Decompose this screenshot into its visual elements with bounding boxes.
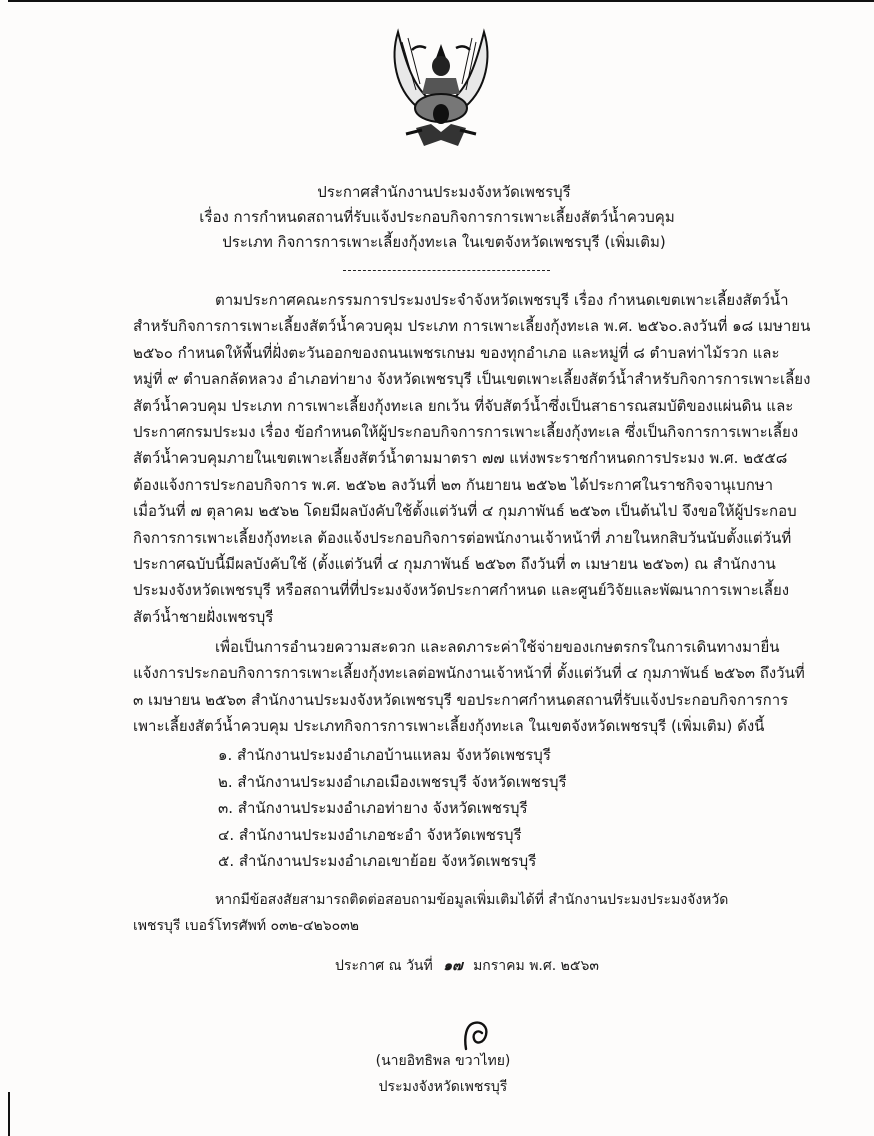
paragraph-line: สัตว์น้ำควบคุม ประเภท การเพาะเลี้ยงกุ้งทะเล ยกเว้น ที่จับสัตว์น้ำซึ่งเป็นสาธารณสมบัติของแผ่นดิน และ — [133, 396, 794, 415]
location-item: ๔. สำนักงานประมงอำเภอชะอำ จังหวัดเพชรบุรี — [218, 825, 522, 844]
location-item: ๑. สำนักงานประมงอำเภอบ้านแหลม จังหวัดเพชรบุรี — [218, 746, 551, 764]
paragraph-line: เมื่อวันที่ ๗ ตุลาคม ๒๕๖๒ โดยมีผลบังคับใช้ตั้งแต่วันที่ ๔ กุมภาพันธ์ ๒๕๖๓ เป็นต้นไป จึงขอให้ผู้ประกอบ — [133, 502, 797, 521]
paragraph-line: เพาะเลี้ยงสัตว์น้ำควบคุม ประเภทกิจการการเพาะเลี้ยงกุ้งทะเล ในเขตจังหวัดเพชรบุรี (เพิ่มเติม) ดังนี้ — [133, 717, 765, 736]
paragraph-line: ต้องแจ้งการประกอบกิจการ พ.ศ. ๒๕๖๒ ลงวันที่ ๒๓ กันยายน ๒๕๖๒ ได้ประกาศในราชกิจจานุเบกษา — [133, 475, 774, 494]
closing-line: หากมีข้อสงสัยสามารถติดต่อสอบถามข้อมูลเพิ่มเติมได้ที่ สำนักงานประมงประมงจังหวัด — [215, 892, 729, 908]
paragraph-line: ประมงจังหวัดเพชรบุรี หรือสถานที่ที่ประมงจังหวัดประกาศกำหนด และศูนย์วิจัยและพัฒนาการเพาะเลี้ยง — [133, 581, 790, 600]
signer-position: ประมงจังหวัดเพชรบุรี — [378, 1079, 508, 1095]
paragraph-1 — [133, 287, 867, 630]
date-prefix: ประกาศ ณ วันที่ — [335, 958, 433, 974]
closing-paragraph — [133, 887, 867, 939]
date-suffix: มกราคม พ.ศ. ๒๕๖๓ — [473, 958, 599, 974]
paragraph-line: สัตว์น้ำชายฝั่งเพชรบุรี — [133, 607, 274, 626]
paragraph-line: กิจการการเพาะเลี้ยงกุ้งทะเล ต้องแจ้งประกอบกิจการต่อพนักงานเจ้าหน้าที่ ภายในหกสิบวันนับตั้งแต่วันที่ — [133, 528, 792, 547]
paragraph-line: ประกาศกรมประมง เรื่อง ข้อกำหนดให้ผู้ประกอบกิจการการเพาะเลี้ยงกุ้งทะเล ซึ่งเป็นกิจการการเพาะเลี้ยง — [133, 422, 799, 441]
location-item: ๕. สำนักงานประมงอำเภอเขาย้อย จังหวัดเพชรบุรี — [218, 852, 537, 871]
title-line-3: ประเภท กิจการการเพาะเลี้ยงกุ้งทะเล ในเขตจังหวัดเพชรบุรี (เพิ่มเติม) — [222, 233, 666, 251]
closing-line: เพชรบุรี เบอร์โทรศัพท์ ๐๓๒-๔๒๖๐๓๒ — [133, 918, 360, 934]
announcement-date — [0, 955, 874, 977]
paragraph-line: ๓ เมษายน ๒๕๖๓ สำนักงานประมงจังหวัดเพชรบุรี ขอประกาศกำหนดสถานที่รับแจ้งประกอบกิจการการ — [133, 690, 789, 709]
title-line-1: ประกาศสำนักงานประมงจังหวัดเพชรบุรี — [317, 183, 571, 201]
location-item: ๒. สำนักงานประมงอำเภอเมืองเพชรบุรี จังหวัดเพชรบุรี — [218, 772, 567, 791]
location-item: ๓. สำนักงานประมงอำเภอท่ายาง จังหวัดเพชรบุรี — [218, 799, 528, 818]
scan-border-top — [8, 0, 874, 2]
signer-name: (นายอิทธิพล ขวาไทย) — [375, 1053, 511, 1069]
date-day: ๑๗ — [443, 958, 463, 974]
paragraph-line: สำหรับกิจการการเพาะเลี้ยงสัตว์น้ำควบคุม ประเภท การเพาะเลี้ยงกุ้งทะเล พ.ศ. ๒๕๖๐.ลงวันที่ ๑๘ เมษายน — [133, 317, 811, 336]
signer-block — [0, 1048, 874, 1100]
paragraph-line: หมู่ที่ ๙ ตำบลกลัดหลวง อำเภอท่ายาง จังหวัดเพชรบุรี เป็นเขตเพาะเลี้ยงสัตว์น้ำสำหรับกิจการการเพาะเลี้ยง — [133, 370, 811, 389]
paragraph-line: สัตว์น้ำควบคุมภายในเขตเพาะเลี้ยงสัตว์น้ำตามมาตรา ๗๗ แห่งพระราชกำหนดการประมง พ.ศ. ๒๕๕๘ — [133, 449, 788, 468]
paragraph-line: ตามประกาศคณะกรรมการประมงประจำจังหวัดเพชรบุรี เรื่อง กำหนดเขตเพาะเลี้ยงสัตว์น้ำ — [215, 291, 789, 309]
garuda-emblem-icon — [386, 28, 496, 153]
location-list — [218, 742, 567, 875]
paragraph-line: ประกาศฉบับนี้มีผลบังคับใช้ (ตั้งแต่วันที่ ๔ กุมภาพันธ์ ๒๕๖๓ ถึงวันที่ ๓ เมษายน ๒๕๖๓) ณ สำนักงาน — [133, 554, 776, 573]
paragraph-line: เพื่อเป็นการอำนวยความสะดวก และลดภาระค่าใช้จ่ายของเกษตรกรในการเดินทางมายื่น — [215, 638, 780, 656]
document-title — [0, 180, 874, 255]
title-line-2: เรื่อง การกำหนดสถานที่รับแจ้งประกอบกิจการการเพาะเลี้ยงสัตว์น้ำควบคุม — [199, 208, 675, 226]
paragraph-2 — [133, 634, 867, 740]
title-separator — [343, 270, 550, 271]
paragraph-line: ๒๕๖๐ กำหนดให้พื้นที่ฝั่งตะวันออกของถนนเพชรเกษม ของทุกอำเภอ และหมู่ที่ ๘ ตำบลท่าไม้รวก และ — [133, 343, 780, 362]
paragraph-line: แจ้งการประกอบกิจการการเพาะเลี้ยงกุ้งทะเลต่อพนักงานเจ้าหน้าที่ ตั้งแต่วันที่ ๔ กุมภาพันธ์ ๒๕๖๓ ถึงวันที่ — [133, 664, 805, 683]
